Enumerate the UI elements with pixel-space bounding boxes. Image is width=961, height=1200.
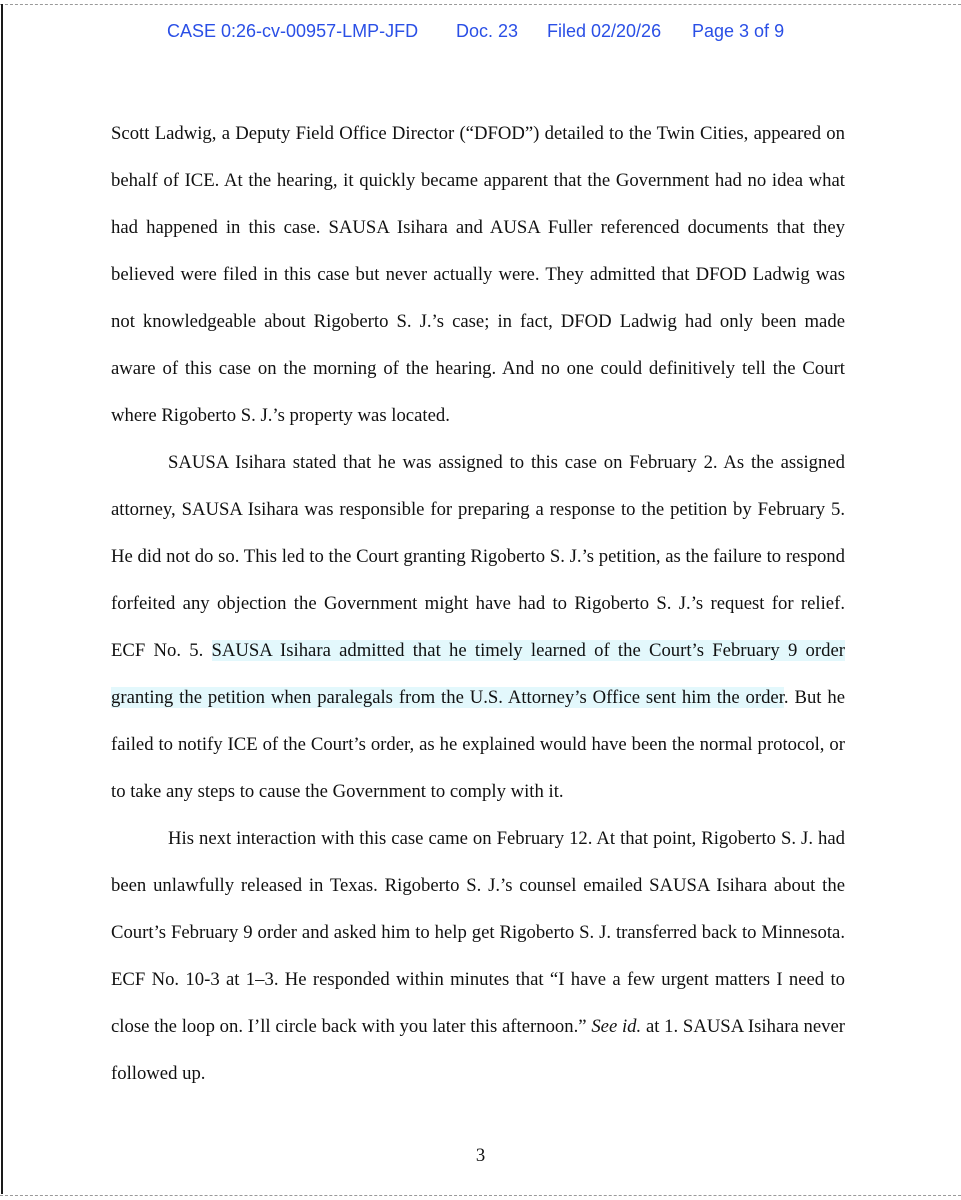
- citation-signal: See id.: [591, 1016, 642, 1037]
- paragraph-3: [111, 815, 845, 1097]
- page-bottom-edge: [0, 1195, 961, 1196]
- header-case-number: CASE 0:26-cv-00957-LMP-JFD: [167, 21, 419, 41]
- paragraph-3-text: His next interaction with this case came on February 12. At that point, Rigoberto S. J. had been unlawfully released in Texas. Rigoberto S. J.’s counsel emailed SAUSA Isihara about the Court’s February 9 order and asked him to help get Rigoberto S. J. transferred back to Minnesota. ECF No. 10-3 at 1–3. He responded within minutes that “I have a few urgent matters I need to close the loop on. I’ll circle back with you later this afternoon.”: [111, 828, 845, 1037]
- paragraph-2-text-end: . But he failed to notify ICE of the Court’s order, as he explained would have been the normal protocol, or to take any steps to cause the Government to comply with it.: [111, 687, 845, 802]
- ecf-header: [0, 21, 961, 47]
- header-page-count: Page 3 of 9: [692, 21, 785, 41]
- document-body: [111, 110, 845, 1097]
- paragraph-1: [111, 110, 845, 439]
- page-top-edge: [0, 4, 961, 5]
- header-doc-number: Doc. 23: [456, 21, 519, 41]
- paragraph-1-text: Scott Ladwig, a Deputy Field Office Director (“DFOD”) detailed to the Twin Cities, appeared on behalf of ICE. At the hearing, it quickly became apparent that the Government had no idea what had happened in this case. SAUSA Isihara and AUSA Fuller referenced documents that they believed were filed in this case but never actually were. They admitted that DFOD Ladwig was not knowledgeable about Rigoberto S. J.’s case; in fact, DFOD Ladwig had only been made aware of this case on the morning of the hearing. And no one could definitively tell the Court where Rigoberto S. J.’s property was located.: [111, 123, 845, 426]
- header-filed-date: Filed 02/20/26: [547, 21, 662, 41]
- highlighted-text[interactable]: SAUSA Isihara admitted that he timely learned of the Court’s February 9 order granting the petition when paralegals from the U.S. Attorney’s Office sent him the order: [111, 640, 845, 708]
- page-left-edge: [1, 4, 3, 1194]
- page-number: 3: [475, 1145, 486, 1166]
- paragraph-2: [111, 439, 845, 815]
- paragraph-3-text-end: at 1. SAUSA Isihara never followed up.: [111, 1016, 845, 1084]
- paragraph-2-text: SAUSA Isihara stated that he was assigned to this case on February 2. As the assigned attorney, SAUSA Isihara was responsible for preparing a response to the petition by February 5. He did not do so. This led to the Court granting Rigoberto S. J.’s petition, as the failure to respond forfeited any objection the Government might have had to Rigoberto S. J.’s request for relief. ECF No. 5.: [111, 452, 845, 661]
